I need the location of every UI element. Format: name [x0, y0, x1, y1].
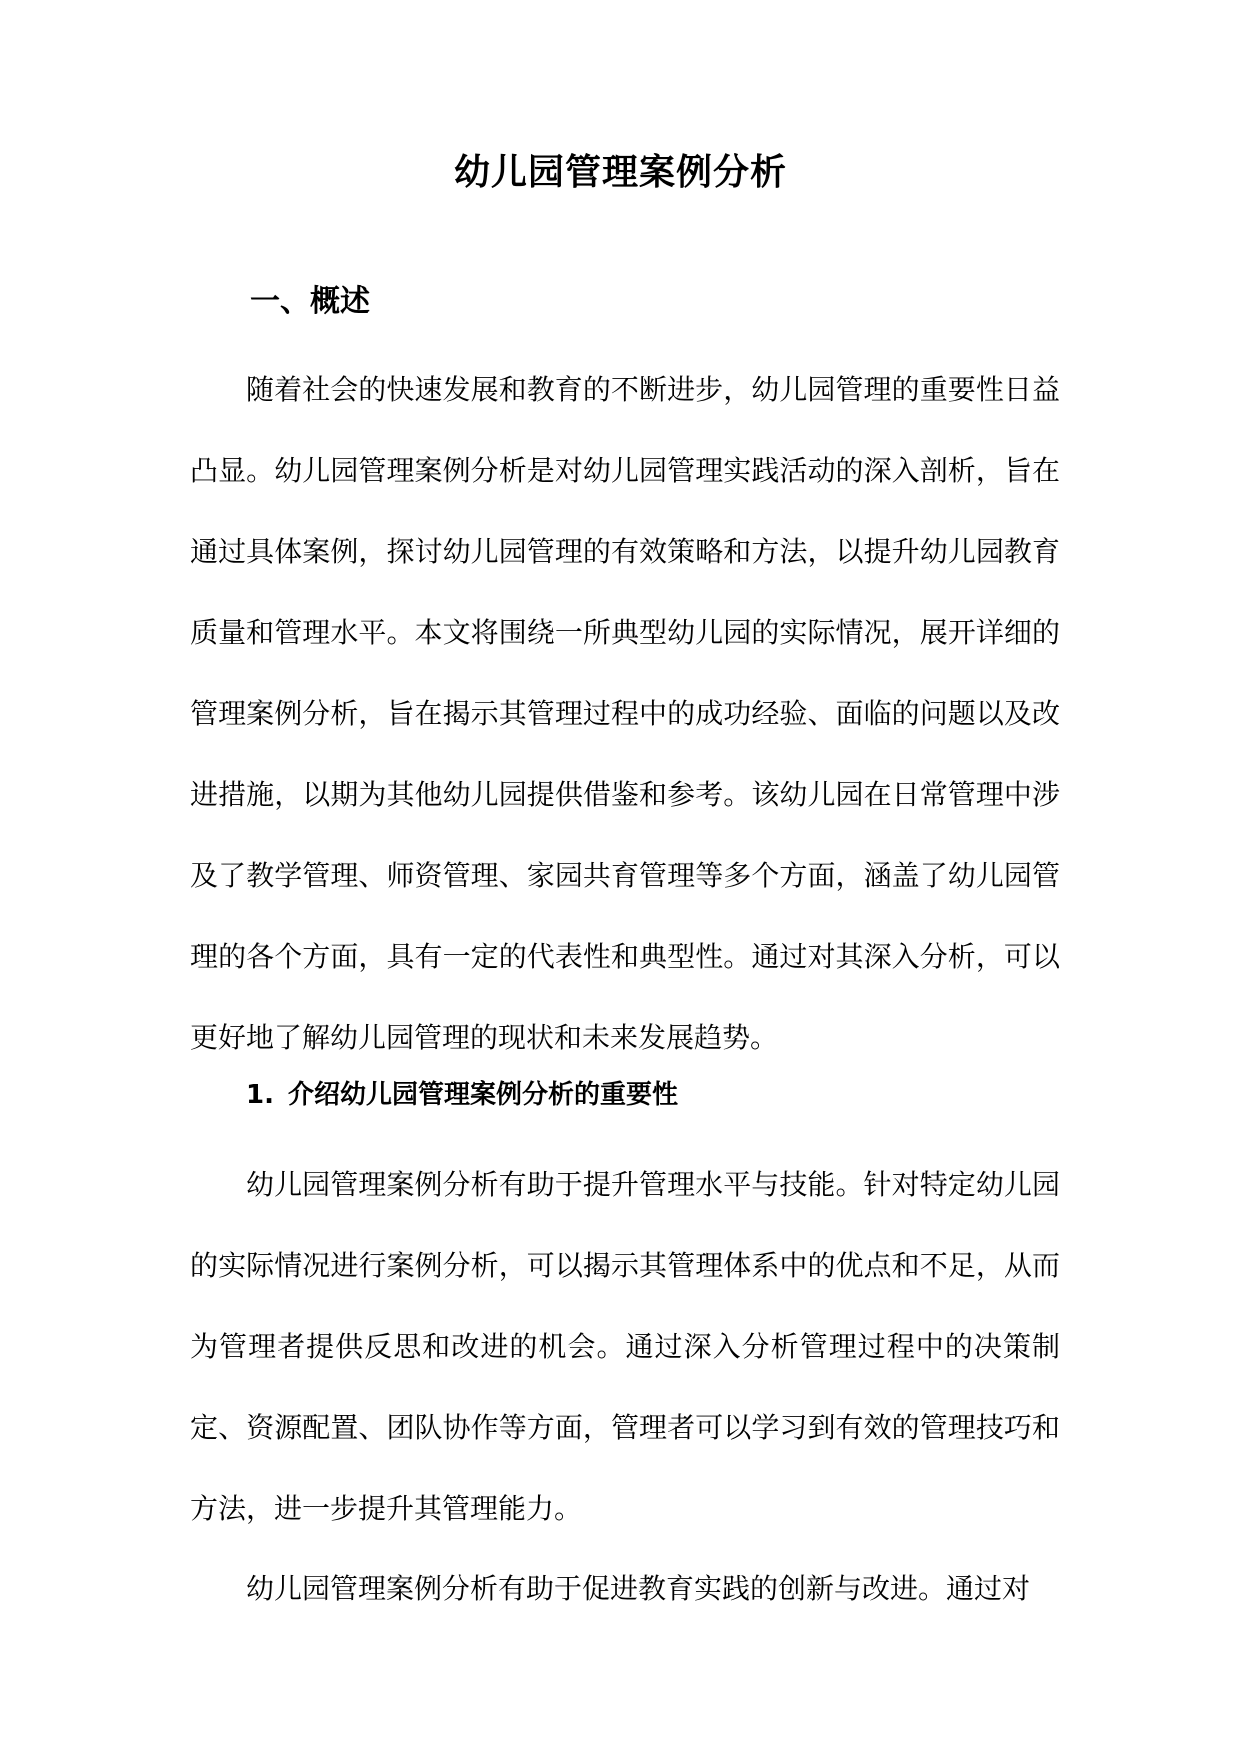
- importance-paragraph-2: 幼儿园管理案例分析有助于促进教育实践的创新与改进。通过对: [246, 1572, 1031, 1605]
- subsection-heading-text: 介绍幼儿园管理案例分析的重要性: [288, 1080, 679, 1110]
- subsection-number: 1.: [246, 1080, 274, 1110]
- section-heading-overview: 一、概述: [250, 284, 370, 319]
- importance-paragraph-1: 幼儿园管理案例分析有助于提升管理水平与技能。针对特定幼儿园的实际情况进行案例分析，可以揭示其管理体系中的优点和不足，从而为管理者提供反思和改进的机会。通过深入分析管理过程中的决策制定、资源配置、团队协作等方面，管理者可以学习到有效的管理技巧和方法，进一步提升其管理能力。: [190, 1168, 1060, 1525]
- document-title: 幼儿园管理案例分析: [453, 152, 787, 193]
- subsection-heading-importance: [246, 1077, 678, 1113]
- overview-paragraph: 随着社会的快速发展和教育的不断进步，幼儿园管理的重要性日益凸显。幼儿园管理案例分析是对幼儿园管理实践活动的深入剖析，旨在通过具体案例，探讨幼儿园管理的有效策略和方法，以提升幼儿园教育质量和管理水平。本文将围绕一所典型幼儿园的实际情况，展开详细的管理案例分析，旨在揭示其管理过程中的成功经验、面临的问题以及改进措施，以期为其他幼儿园提供借鉴和参考。该幼儿园在日常管理中涉及了教学管理、师资管理、家园共育管理等多个方面，涵盖了幼儿园管理的各个方面，具有一定的代表性和典型性。通过对其深入分析，可以更好地了解幼儿园管理的现状和未来发展趋势。: [190, 373, 1060, 1054]
